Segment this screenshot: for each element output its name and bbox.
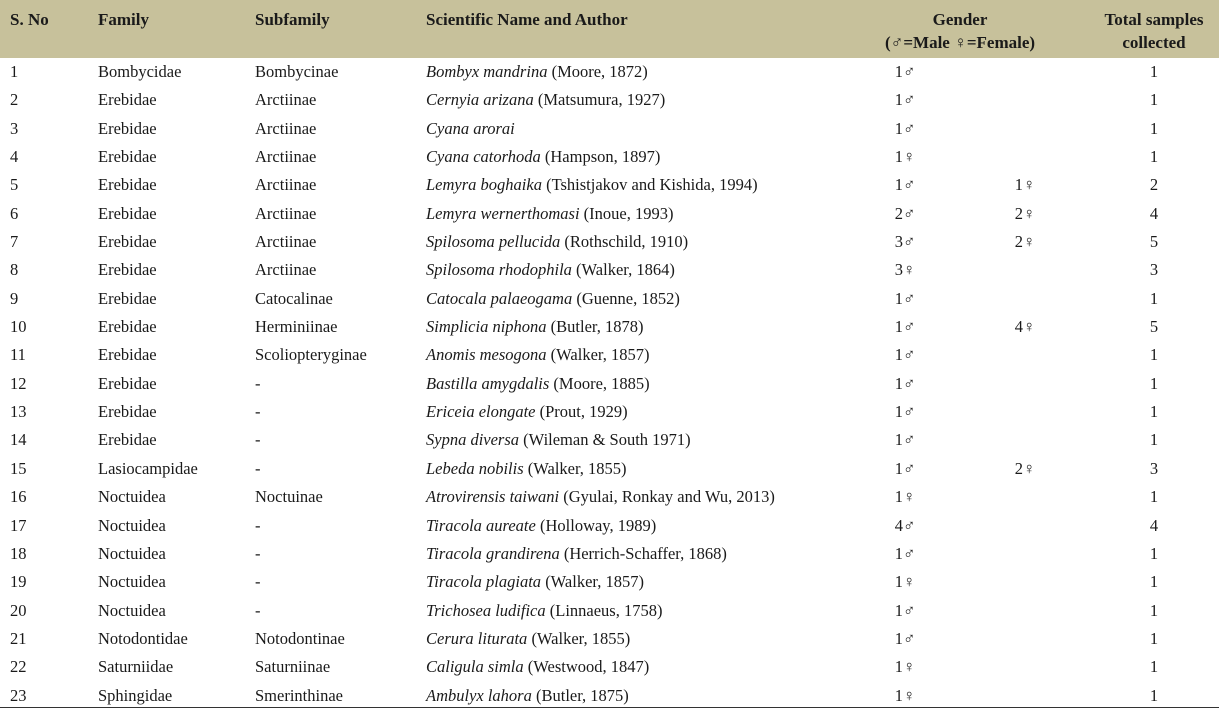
row-author: (Holloway, 1989)	[535, 515, 657, 535]
row-species: Lemyra wernerthomasi	[426, 203, 580, 223]
row-scientific-name	[426, 203, 673, 225]
header-family: Family	[98, 10, 149, 29]
row-sno: 11	[10, 345, 26, 365]
row-species: Simplicia niphona	[426, 317, 547, 337]
table-row	[0, 143, 1219, 171]
table-row	[0, 228, 1219, 256]
row-scientific-name	[426, 656, 649, 678]
row-sno: 17	[10, 515, 27, 535]
table-row	[0, 398, 1219, 426]
row-family: Erebidae	[98, 260, 157, 280]
row-family: Erebidae	[98, 147, 157, 167]
row-author: (Moore, 1885)	[549, 373, 650, 393]
row-gender-first: 1♂	[894, 62, 916, 81]
row-subfamily: Catocalinae	[255, 288, 333, 308]
row-gender-first: 1♀	[894, 487, 916, 507]
row-gender-first: 1♀	[894, 685, 916, 705]
table-row	[0, 540, 1219, 568]
row-total: 4	[1149, 203, 1159, 223]
row-family: Sphingidae	[98, 685, 173, 705]
table-row	[0, 625, 1219, 653]
row-sno: 5	[10, 175, 19, 195]
row-scientific-name	[426, 515, 656, 537]
row-author: (Inoue, 1993)	[579, 203, 674, 223]
table-row	[0, 370, 1219, 398]
row-total: 1	[1149, 685, 1159, 705]
row-total: 3	[1149, 260, 1159, 280]
table-bottom-rule	[0, 707, 1219, 708]
row-family: Noctuidea	[98, 600, 166, 620]
row-author: (Wileman & South 1971)	[519, 430, 691, 450]
row-author: (Walker, 1855)	[523, 458, 627, 478]
row-species: Cyana arorai	[426, 118, 515, 138]
table-row	[0, 86, 1219, 114]
row-subfamily: Scoliopteryginae	[255, 345, 367, 365]
row-gender-first: 1♂	[894, 600, 916, 620]
row-family: Erebidae	[98, 118, 157, 138]
table-row	[0, 597, 1219, 625]
row-scientific-name	[426, 146, 660, 168]
row-family: Erebidae	[98, 288, 157, 308]
table-row	[0, 200, 1219, 228]
row-total: 1	[1149, 90, 1159, 110]
row-author: (Guenne, 1852)	[572, 288, 680, 308]
row-species: Anomis mesogona	[426, 345, 547, 365]
row-gender-first: 1♂	[894, 288, 916, 308]
row-author: (Hampson, 1897)	[540, 147, 661, 167]
row-species: Lebeda nobilis	[426, 458, 524, 478]
row-gender-second: 2♀	[1014, 232, 1036, 252]
row-species: Sypna diversa	[426, 430, 520, 450]
row-scientific-name	[426, 685, 629, 707]
row-total: 2	[1149, 175, 1159, 195]
row-species: Lemyra boghaika	[426, 175, 542, 195]
row-total: 5	[1149, 317, 1159, 337]
row-gender-first: 1♂	[894, 628, 916, 648]
row-species: Tiracola grandirena	[426, 543, 560, 563]
row-family: Noctuidea	[98, 487, 166, 507]
row-total: 3	[1149, 458, 1159, 478]
row-subfamily: Arctiinae	[255, 147, 317, 167]
row-subfamily: -	[255, 430, 261, 450]
row-family: Noctuidea	[98, 515, 166, 535]
row-scientific-name	[426, 118, 515, 140]
row-species: Spilosoma rhodophila	[426, 260, 572, 280]
row-subfamily: Smerinthinae	[255, 685, 343, 705]
header-total-line1: Total samples	[1104, 10, 1204, 29]
table-row	[0, 115, 1219, 143]
row-sno: 20	[10, 600, 27, 620]
row-subfamily: Arctiinae	[255, 260, 317, 280]
row-species: Catocala palaeogama	[426, 288, 573, 308]
row-scientific-name	[426, 259, 675, 281]
row-author: (Westwood, 1847)	[523, 657, 650, 677]
row-author: (Walker, 1857)	[546, 345, 650, 365]
row-family: Erebidae	[98, 317, 157, 337]
row-gender-second: 2♀	[1014, 458, 1036, 478]
table-row	[0, 171, 1219, 199]
row-gender-first: 1♀	[894, 572, 916, 592]
row-gender-first: 1♂	[894, 402, 916, 422]
row-family: Erebidae	[98, 345, 157, 365]
row-total: 1	[1149, 657, 1159, 677]
row-gender-first: 3♂	[894, 232, 916, 252]
row-sno: 15	[10, 458, 27, 478]
row-family: Erebidae	[98, 402, 157, 422]
row-species: Cernyia arizana	[426, 90, 534, 110]
row-family: Erebidae	[98, 175, 157, 195]
row-total: 1	[1149, 487, 1159, 507]
table-row	[0, 285, 1219, 313]
row-total: 1	[1149, 62, 1159, 81]
row-family: Erebidae	[98, 232, 157, 252]
row-author: (Butler, 1878)	[546, 317, 644, 337]
row-total: 4	[1149, 515, 1159, 535]
row-subfamily: Noctuinae	[255, 487, 323, 507]
row-gender-first: 4♂	[894, 515, 916, 535]
row-gender-second: 2♀	[1014, 203, 1036, 223]
table-row	[0, 455, 1219, 483]
row-subfamily: -	[255, 373, 261, 393]
row-subfamily: Arctiinae	[255, 90, 317, 110]
header-sno: S. No	[10, 10, 49, 29]
row-family: Erebidae	[98, 373, 157, 393]
row-gender-first: 1♂	[894, 118, 916, 138]
row-species: Cerura liturata	[426, 628, 528, 648]
header-subfamily: Subfamily	[255, 10, 330, 29]
row-author: (Butler, 1875)	[531, 685, 629, 705]
header-total-line2: collected	[1122, 33, 1186, 52]
row-scientific-name	[426, 288, 680, 310]
row-scientific-name	[426, 628, 630, 650]
table-row	[0, 341, 1219, 369]
row-sno: 2	[10, 90, 19, 110]
row-subfamily: -	[255, 543, 261, 563]
row-family: Notodontidae	[98, 628, 188, 648]
row-total: 1	[1149, 543, 1159, 563]
row-gender-second: 1♀	[1014, 175, 1036, 195]
row-total: 5	[1149, 232, 1159, 252]
row-family: Saturniidae	[98, 657, 174, 677]
row-species: Trichosea ludifica	[426, 600, 546, 620]
row-gender-first: 1♀	[894, 147, 916, 167]
row-sno: 19	[10, 572, 27, 592]
table-row	[0, 512, 1219, 540]
row-sno: 8	[10, 260, 19, 280]
row-author: (Herrich-Schaffer, 1868)	[559, 543, 727, 563]
row-total: 1	[1149, 572, 1159, 592]
row-total: 1	[1149, 288, 1159, 308]
row-scientific-name	[426, 543, 727, 565]
header-gender-legend: (♂=Male ♀=Female)	[884, 33, 1036, 52]
row-author: (Tshistjakov and Kishida, 1994)	[541, 175, 758, 195]
row-sno: 7	[10, 232, 19, 252]
row-scientific-name	[426, 401, 628, 423]
row-author: (Prout, 1929)	[535, 402, 628, 422]
row-author: (Moore, 1872)	[547, 62, 648, 81]
row-subfamily: -	[255, 515, 261, 535]
row-gender-first: 1♂	[894, 317, 916, 337]
table-row	[0, 426, 1219, 454]
row-scientific-name	[426, 600, 662, 622]
row-species: Ambulyx lahora	[426, 685, 532, 705]
row-sno: 22	[10, 657, 27, 677]
row-species: Caligula simla	[426, 657, 524, 677]
row-species: Spilosoma pellucida	[426, 232, 561, 252]
table-body	[0, 58, 1219, 710]
row-sno: 9	[10, 288, 19, 308]
row-sno: 12	[10, 373, 27, 393]
row-gender-first: 1♂	[894, 175, 916, 195]
row-subfamily: Herminiinae	[255, 317, 338, 337]
row-scientific-name	[426, 373, 650, 395]
row-scientific-name	[426, 458, 627, 480]
row-family: Lasiocampidae	[98, 458, 198, 478]
row-family: Noctuidea	[98, 543, 166, 563]
row-sno: 13	[10, 402, 27, 422]
row-gender-first: 3♀	[894, 260, 916, 280]
table-row	[0, 256, 1219, 284]
row-sno: 21	[10, 628, 27, 648]
row-scientific-name	[426, 174, 758, 196]
table-header	[0, 0, 1219, 58]
row-author: (Walker, 1857)	[541, 572, 644, 592]
row-scientific-name	[426, 231, 688, 253]
row-species: Atrovirensis taiwani	[426, 487, 560, 507]
row-subfamily: -	[255, 402, 261, 422]
row-total: 1	[1149, 147, 1159, 167]
row-species: Bombyx mandrina	[426, 62, 548, 81]
row-family: Erebidae	[98, 203, 157, 223]
row-family: Erebidae	[98, 430, 157, 450]
row-gender-first: 2♂	[894, 203, 916, 223]
row-total: 1	[1149, 402, 1159, 422]
row-author: (Gyulai, Ronkay and Wu, 2013)	[559, 487, 775, 507]
row-gender-first: 1♂	[894, 543, 916, 563]
row-total: 1	[1149, 118, 1159, 138]
row-subfamily: Bombycinae	[255, 62, 339, 81]
row-scientific-name	[426, 316, 644, 338]
row-species: Cyana catorhoda	[426, 147, 541, 167]
row-sno: 4	[10, 147, 19, 167]
row-sno: 23	[10, 685, 27, 705]
header-gender-title: Gender	[932, 10, 988, 29]
row-gender-first: 1♂	[894, 373, 916, 393]
row-sno: 1	[10, 62, 19, 81]
table-row	[0, 653, 1219, 681]
row-subfamily: -	[255, 600, 261, 620]
row-sno: 14	[10, 430, 27, 450]
table-row	[0, 58, 1219, 86]
row-total: 1	[1149, 345, 1159, 365]
row-species: Tiracola aureate	[426, 515, 536, 535]
row-gender-first: 1♂	[894, 430, 916, 450]
row-scientific-name	[426, 344, 649, 366]
row-subfamily: -	[255, 458, 261, 478]
row-sno: 16	[10, 487, 27, 507]
header-scientific-name: Scientific Name and Author	[426, 10, 628, 29]
row-subfamily: -	[255, 572, 261, 592]
row-scientific-name	[426, 571, 644, 593]
row-sno: 18	[10, 543, 27, 563]
row-sno: 10	[10, 317, 27, 337]
row-subfamily: Arctiinae	[255, 232, 317, 252]
row-family: Bombycidae	[98, 62, 182, 81]
table-row	[0, 313, 1219, 341]
header-gender	[860, 8, 1060, 54]
row-gender-first: 1♂	[894, 458, 916, 478]
row-scientific-name	[426, 486, 775, 508]
row-author: (Matsumura, 1927)	[533, 90, 666, 110]
row-author: (Rothschild, 1910)	[560, 232, 689, 252]
row-author: (Walker, 1864)	[571, 260, 675, 280]
row-subfamily: Arctiinae	[255, 203, 317, 223]
row-gender-first: 1♂	[894, 345, 916, 365]
table-row	[0, 483, 1219, 511]
row-family: Erebidae	[98, 90, 157, 110]
row-family: Noctuidea	[98, 572, 166, 592]
row-scientific-name	[426, 89, 665, 111]
row-author: (Linnaeus, 1758)	[545, 600, 663, 620]
row-total: 1	[1149, 430, 1159, 450]
row-sno: 3	[10, 118, 19, 138]
row-scientific-name	[426, 429, 691, 451]
row-species: Bastilla amygdalis	[426, 373, 550, 393]
row-subfamily: Arctiinae	[255, 175, 317, 195]
header-total-samples	[1090, 8, 1218, 54]
row-author: (Walker, 1855)	[527, 628, 631, 648]
row-scientific-name	[426, 61, 648, 83]
row-subfamily: Notodontinae	[255, 628, 345, 648]
row-species: Tiracola plagiata	[426, 572, 542, 592]
row-total: 1	[1149, 373, 1159, 393]
row-gender-first: 1♀	[894, 657, 916, 677]
row-sno: 6	[10, 203, 19, 223]
table-row	[0, 568, 1219, 596]
row-gender-second: 4♀	[1014, 317, 1036, 337]
row-total: 1	[1149, 600, 1159, 620]
row-subfamily: Arctiinae	[255, 118, 317, 138]
row-species: Ericeia elongate	[426, 402, 536, 422]
row-gender-first: 1♂	[894, 90, 916, 110]
row-total: 1	[1149, 628, 1159, 648]
row-subfamily: Saturniinae	[255, 657, 331, 677]
table-row	[0, 682, 1219, 710]
